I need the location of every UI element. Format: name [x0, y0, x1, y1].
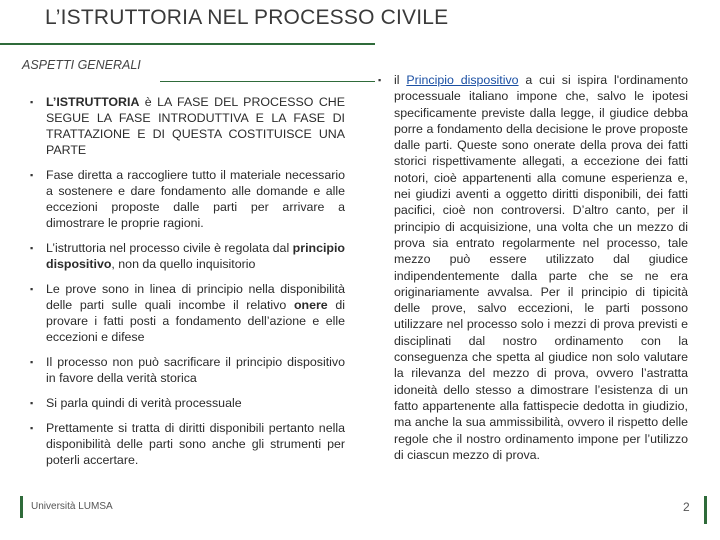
- bullet-bold-text: principio dispositivo: [46, 241, 345, 271]
- bullet-text: di provare i fatti posti a fondamento dell’azione e elle eccezioni e difese: [46, 298, 346, 344]
- bullet-icon: ▪: [30, 423, 34, 433]
- right-paragraph: [378, 72, 688, 463]
- bullet-icon: ▪: [30, 284, 34, 294]
- bullet-text: Il processo non può sacrificare il principio dispositivo in favore della verità storica: [46, 355, 345, 385]
- left-bullet-list: [30, 94, 345, 477]
- page-title: L’ISTRUTTORIA NEL PROCESSO CIVILE: [45, 6, 449, 29]
- bullet-text: Prettamente si tratta di diritti disponibili pertanto nella disponibilità delle parti sono anche gli strumenti per poterli accertare.: [46, 421, 345, 467]
- paragraph-text: a cui si ispira l'ordinamento processuale italiano impone che, salvo le ipotesi specificamente previste dalla legge, il giudice debba porre a fondamento della decisione le prove proposte dalle parti. Queste sono onerate della prova dei fatti storici rispettivamente allegati, a eccezione dei fatti notori, cioè appartenenti alla comune esperienza e, nei giudizi aventi a oggetto diritti disponibili, dei fatti pacifici, cioè non controversi. D’altro canto, per il principio di acquisizione, una volta che un mezzo di prova sia entrato regolarmente nel processo, tale mezzo può essere utilizzato dal giudice indipendentemente dalla parte che se ne era originariamente avvalsa. Per il principio di tipicità delle prove, salvo eccezioni, le parti possono utilizzare nel processo solo i mezzi di prova previsti e disciplinati dal nostro ordinamento con la conseguenza che spetta al giudice non solo valutare la rilevanza del mezzo di prova, ovvero l’astratta idoneità dello stesso a dimostrare l’esistenza di un fatto appartenente alla fattispecie dedotta in giudizio, ma anche la sua ammissibilità, ovvero il rispetto delle regole che il nostro ordinamento impone per l’utilizzo di ciascun mezzo di prova.: [394, 73, 688, 462]
- bullet-item: [30, 167, 345, 231]
- bullet-icon: ▪: [30, 357, 34, 367]
- title-divider: [0, 43, 375, 45]
- bullet-text: Si parla quindi di verità processuale: [46, 396, 242, 410]
- bullet-icon: ▪: [30, 97, 34, 107]
- bullet-icon: ▪: [30, 170, 34, 180]
- page-number: 2: [683, 500, 690, 514]
- bullet-text: L’istruttoria nel processo civile è regolata dal: [46, 241, 293, 255]
- bullet-bold-text: onere: [293, 298, 328, 312]
- bullet-text: Fase diretta a raccogliere tutto il materiale necessario a sostenere e dare fondamento alle domande e alle eccezioni proposte dalle parti per arrivare a dimostrare le proprie ragioni.: [46, 168, 345, 230]
- bullet-item: [30, 395, 345, 411]
- bullet-item: [30, 354, 345, 386]
- paragraph-prefix: il: [394, 73, 407, 87]
- bullet-item: [30, 94, 345, 158]
- page-number-divider: [704, 496, 707, 524]
- subtitle-divider: [160, 81, 375, 82]
- principio-dispositivo-link[interactable]: Principio dispositivo: [406, 73, 519, 87]
- bullet-item: [30, 281, 345, 345]
- bullet-icon: ▪: [30, 243, 34, 253]
- bullet-text: , non da quello inquisitorio: [111, 257, 256, 271]
- bullet-item: [378, 72, 688, 463]
- bullet-text: è LA FASE DEL PROCESSO CHE SEGUE LA FASE INTRODUTTIVA E LA FASE DI TRATTAZIONE E DI QUESTA COSTITUISCE UNA PARTE: [46, 95, 345, 157]
- bullet-icon: ▪: [30, 398, 34, 408]
- bullet-bold-text: L’ISTRUTTORIA: [46, 95, 140, 109]
- bullet-icon: ▪: [378, 75, 382, 85]
- footer-institution: Università LUMSA: [20, 496, 113, 518]
- bullet-item: [30, 420, 345, 468]
- bullet-item: [30, 240, 345, 272]
- bullet-text: Le prove sono in linea di principio nella disponibilità delle parti sulle quali incombe il relativo: [46, 282, 345, 312]
- section-subtitle: ASPETTI GENERALI: [22, 58, 141, 72]
